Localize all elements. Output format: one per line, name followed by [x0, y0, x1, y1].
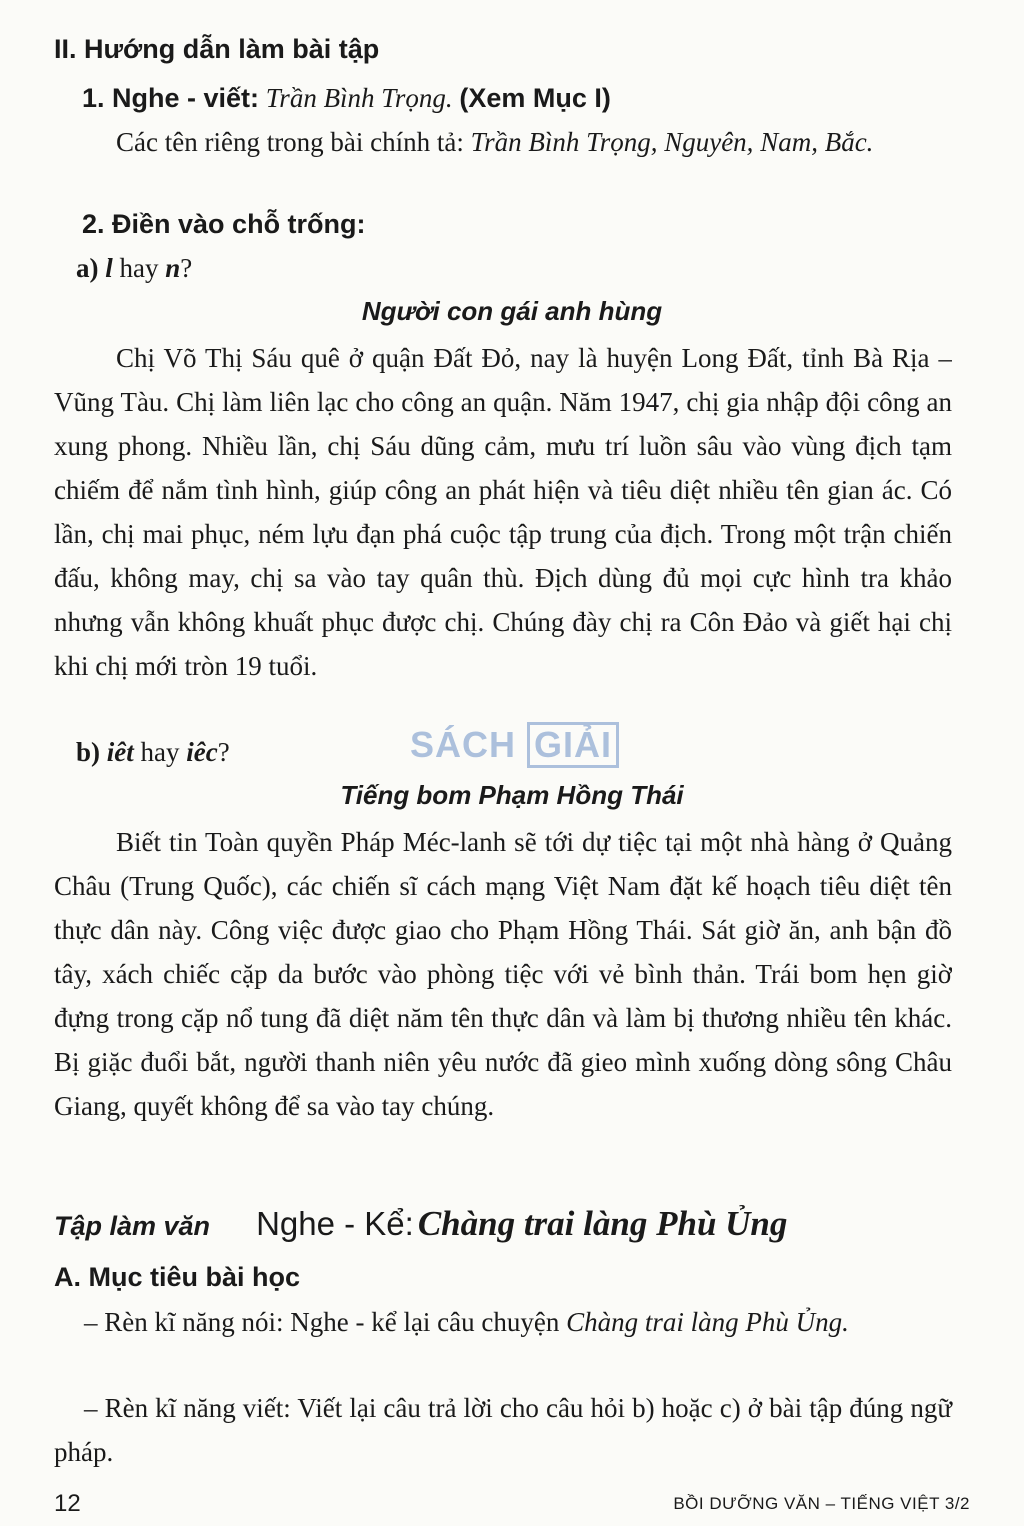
goal-1-story: Chàng trai làng: [566, 1307, 739, 1337]
goal-1-prefix: – Rèn kĩ năng nói: Nghe - kể lại câu chuyện: [84, 1307, 560, 1337]
part-b-option-2: iêc: [186, 737, 218, 767]
page-number: 12: [54, 1490, 81, 1517]
story-2-paragraph: Biết tin Toàn quyền Pháp Méc-lanh sẽ tới dự tiệc tại một nhà hàng ở Quảng Châu (Trung Quốc), các chiến sĩ cách mạng Việt Nam đặt kế hoạch tiêu diệt tên thực dân này. Công việc được giao cho Phạm Hồng Thái. Sát giờ ăn, anh bận đồ tây, xách chiếc cặp da bước vào phòng tiệc với vẻ bình thản. Trái bom hẹn giờ đựng trong cặp nổ tung đã diệt năm tên thực dân và làm bị thương nhiều tên khác. Bị giặc đuổi bắt, người thanh niên yêu nước đã gieo mình xuống dòng sông Châu Giang, quyết không để sa vào tay chúng.: [54, 827, 952, 1121]
part-b-prefix: b): [76, 737, 101, 767]
part-a-prefix: a): [76, 253, 99, 283]
watermark-text-1: SÁCH: [410, 724, 517, 765]
part-a-l: l: [105, 253, 113, 283]
part-a-line: [76, 246, 192, 290]
part-b-line: [76, 730, 230, 774]
goal-heading: A. Mục tiêu bài học: [54, 1262, 301, 1292]
goal-2: – Rèn kĩ năng viết: Viết lại câu trả lời cho câu hỏi b) hoặc c) ở bài tập đúng ngữ pháp.: [54, 1393, 952, 1467]
story-1-paragraph: Chị Võ Thị Sáu quê ở quận Đất Đỏ, nay là huyện Long Đất, tỉnh Bà Rịa – Vũng Tàu. Chị làm liên lạc cho công an quận. Năm 1947, chị gia nhập đội công an xung phong. Nhiều lần, chị Sáu dũng cảm, mưu trí luồn sâu vào vùng địch tạm chiếm để nắm tình hình, giúp công an phát hiện và tiêu diệt nhiều tên gian ác. Có lần, chị mai phục, ném lựu đạn phá cuộc tập trung của địch. Trong một trận chiến đấu, không may, chị sa vào tay quân thù. Địch dùng đủ mọi cực hình tra khảo nhưng vẫn không khuất phục được chị. Chúng đày chị ra Côn Đảo và giết hại chị khi chị mới tròn 19 tuổi.: [54, 343, 952, 681]
composition-title-main: Chàng trai làng Phù Ủng: [417, 1204, 788, 1243]
composition-header: [54, 1204, 787, 1244]
item-1-line: [82, 76, 611, 120]
composition-title-prefix: Nghe - Kể:: [256, 1205, 414, 1242]
goal-1: [54, 1300, 952, 1344]
item-1-title: Trần Bình Trọng.: [265, 83, 453, 113]
book-title: BỒI DƯỠNG VĂN – TIẾNG VIỆT 3/2: [673, 1494, 970, 1513]
composition-label: Tập làm văn: [54, 1211, 211, 1241]
story-2-title: Tiếng bom Phạm Hồng Thái: [340, 780, 684, 810]
watermark-text-2: GIẢI: [527, 722, 619, 768]
part-b-q: ?: [217, 737, 230, 767]
part-a-n: n: [165, 253, 181, 283]
item-1-label: 1. Nghe - viết:: [82, 83, 260, 113]
item-1-ref: (Xem Mục I): [459, 83, 611, 113]
item-2-label: 2. Điền vào chỗ trống:: [82, 209, 366, 239]
item-1-names-b: Nam, Bắc.: [760, 127, 874, 157]
watermark-logo: [410, 722, 619, 768]
item-1-description: [54, 120, 952, 164]
section-heading: II. Hướng dẫn làm bài tập: [54, 34, 380, 64]
goal-1-story-2: Phù Ủng.: [745, 1307, 849, 1337]
item-1-text-prefix: Các tên riêng trong bài chính tả:: [116, 127, 464, 157]
story-1-title: Người con gái anh hùng: [361, 296, 663, 326]
part-a-mid: hay: [119, 253, 159, 283]
part-a-q: ?: [180, 253, 193, 283]
part-b-option-1: iêt: [106, 737, 134, 767]
item-1-names-a: Trần Bình Trọng, Nguyên,: [470, 127, 754, 157]
part-b-mid: hay: [140, 737, 180, 767]
